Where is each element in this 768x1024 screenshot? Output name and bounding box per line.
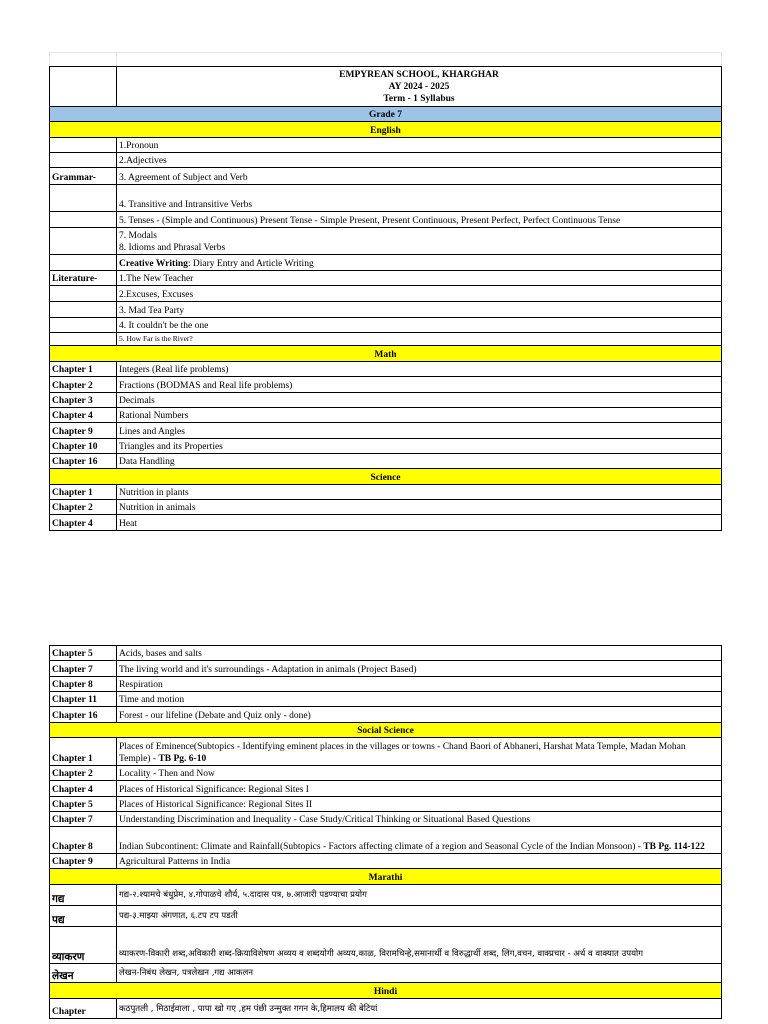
chapter-label: Chapter 1 xyxy=(50,485,117,500)
empty-top-row xyxy=(49,52,722,67)
chapter-topic: Agricultural Patterns in India xyxy=(117,854,722,869)
chapter-topic: Understanding Discrimination and Inequality - Case Study/Critical Thinking or Situational Based Questions xyxy=(117,812,722,827)
chapter-topic: Places of Eminence(Subtopics - Identifying eminent places in the villages or towns - Chand Baori of Abhaneri, Harshat Mata Temple, Madan Mohan Temple) - TB Pg. 6-10 xyxy=(117,738,722,766)
chapter-label: Chapter xyxy=(50,999,117,1019)
chapter-topic: Rational Numbers xyxy=(117,408,722,423)
grammar-item: 8. Idioms and Phrasal Verbs xyxy=(119,243,226,253)
chapter-label: Chapter 2 xyxy=(50,377,117,393)
academic-year: AY 2024 - 2025 xyxy=(388,81,450,92)
grade-title: Grade 7 xyxy=(50,107,722,122)
section-english: English xyxy=(50,122,722,138)
chapter-topic: Places of Historical Significance: Regional Sites II xyxy=(117,797,722,812)
syllabus-table-part-2 xyxy=(49,645,722,1019)
marathi-topic: गद्य-२.श्यामचे बंधुप्रेम, ४.गोपाळचे शौर्य, ५.दादास पत्र, ७.आजारी पडण्याचा प्रयोग xyxy=(117,885,722,906)
literature-label: Literature- xyxy=(50,271,117,286)
section-math: Math xyxy=(50,346,722,362)
chapter-topic: Time and motion xyxy=(117,692,722,707)
chapter-topic: Decimals xyxy=(117,393,722,408)
chapter-label: Chapter 16 xyxy=(50,707,117,723)
chapter-label: Chapter 5 xyxy=(50,797,117,812)
literature-item: 3. Mad Tea Party xyxy=(117,302,722,318)
creative-writing-label: Creative Writing xyxy=(119,259,188,269)
chapter-topic: Data Handling xyxy=(117,454,722,469)
grammar-item: 2.Adjectives xyxy=(117,153,722,168)
chapter-topic: Nutrition in plants xyxy=(117,485,722,500)
chapter-label: Chapter 11 xyxy=(50,692,117,707)
grammar-item-pair xyxy=(117,228,722,255)
textbook-pages: TB Pg. 114-122 xyxy=(643,842,705,852)
title-row xyxy=(50,67,722,107)
chapter-topic: Indian Subcontinent: Climate and Rainfall(Subtopics - Factors affecting climate of a region and Seasonal Cycle of the Indian Monsoon) - TB Pg. 114-122 xyxy=(117,827,722,854)
chapter-topic: Locality - Then and Now xyxy=(117,766,722,781)
creative-writing xyxy=(117,255,722,271)
marathi-label: गद्य xyxy=(50,885,117,906)
section-hindi: Hindi xyxy=(50,983,722,999)
chapter-label: Chapter 8 xyxy=(50,677,117,692)
literature-item: 1.The New Teacher xyxy=(117,271,722,286)
hindi-topic: कठपुतली , मिठाईवाला , पापा खो गए ,हम पंछी उन्मुक्त गगन के,हिमालय की बेटियां xyxy=(117,999,722,1019)
marathi-label: व्याकरण xyxy=(50,927,117,964)
grammar-item: 7. Modals xyxy=(119,231,157,241)
chapter-topic: Heat xyxy=(117,515,722,531)
chapter-label: Chapter 4 xyxy=(50,781,117,797)
chapter-label: Chapter 9 xyxy=(50,854,117,869)
chapter-label: Chapter 7 xyxy=(50,661,117,677)
chapter-topic: Places of Historical Significance: Regional Sites I xyxy=(117,781,722,797)
chapter-label: Chapter 2 xyxy=(50,766,117,781)
chapter-label: Chapter 5 xyxy=(50,646,117,661)
chapter-label: Chapter 1 xyxy=(50,362,117,377)
grammar-item: 1.Pronoun xyxy=(117,138,722,153)
term-title: Term - 1 Syllabus xyxy=(383,93,455,104)
chapter-label: Chapter 9 xyxy=(50,423,117,439)
chapter-topic: The living world and it's surroundings - Adaptation in animals (Project Based) xyxy=(117,661,722,677)
literature-item: 4. It couldn't be the one xyxy=(117,318,722,333)
chapter-topic: Integers (Real life problems) xyxy=(117,362,722,377)
chapter-label: Chapter 3 xyxy=(50,393,117,408)
chapter-label: Chapter 16 xyxy=(50,454,117,469)
marathi-topic: व्याकरण-विकारी शब्द,अविकारी शब्द-क्रियाविशेषण अव्यय व शब्दयोगी अव्यय,काळ, विरामचिन्हे,समानार्थी व विरुद्धार्थी शब्द, लिंग,वचन, वाक्प्रचार - अर्थ व वाक्यात उपयोग xyxy=(117,927,722,964)
syllabus-table-part-1 xyxy=(49,66,722,531)
grammar-item: 3. Agreement of Subject and Verb xyxy=(117,168,722,185)
chapter-label: Chapter 4 xyxy=(50,515,117,531)
marathi-label: पद्य xyxy=(50,906,117,927)
marathi-topic: पद्य-३.माझ्या अंगणात, ६.टप टप पडती xyxy=(117,906,722,927)
literature-item: 5. How Far is the River? xyxy=(117,333,722,346)
chapter-topic: Acids, bases and salts xyxy=(117,646,722,661)
chapter-label: Chapter 1 xyxy=(50,738,117,766)
chapter-topic: Fractions (BODMAS and Real life problems) xyxy=(117,377,722,393)
chapter-label: Chapter 8 xyxy=(50,827,117,854)
chapter-topic: Forest - our lifeline (Debate and Quiz only - done) xyxy=(117,707,722,723)
chapter-topic: Nutrition in animals xyxy=(117,500,722,515)
chapter-label: Chapter 7 xyxy=(50,812,117,827)
marathi-label: लेखन xyxy=(50,964,117,983)
chapter-label: Chapter 4 xyxy=(50,408,117,423)
section-social-science: Social Science xyxy=(50,723,722,738)
title-block xyxy=(117,67,722,107)
section-marathi: Marathi xyxy=(50,869,722,885)
chapter-topic: Respiration xyxy=(117,677,722,692)
chapter-label: Chapter 2 xyxy=(50,500,117,515)
school-name: EMPYREAN SCHOOL, KHARGHAR xyxy=(339,69,499,80)
chapter-topic: Triangles and its Properties xyxy=(117,439,722,454)
creative-writing-text: : Diary Entry and Article Writing xyxy=(187,259,314,269)
grammar-item: 5. Tenses - (Simple and Continuous) Present Tense - Simple Present, Present Continuous, Present Perfect, Perfect Continuous Tense xyxy=(117,212,722,228)
marathi-topic: लेखन-निबंध लेखन, पत्रलेखन ,गद्य आकलन xyxy=(117,964,722,983)
textbook-pages: TB Pg. 6-10 xyxy=(158,754,207,764)
grammar-label: Grammar- xyxy=(50,168,117,185)
grammar-item: 4. Transitive and Intransitive Verbs xyxy=(117,185,722,212)
chapter-label: Chapter 10 xyxy=(50,439,117,454)
section-science: Science xyxy=(50,469,722,485)
literature-item: 2.Excuses, Excuses xyxy=(117,286,722,302)
chapter-topic: Lines and Angles xyxy=(117,423,722,439)
